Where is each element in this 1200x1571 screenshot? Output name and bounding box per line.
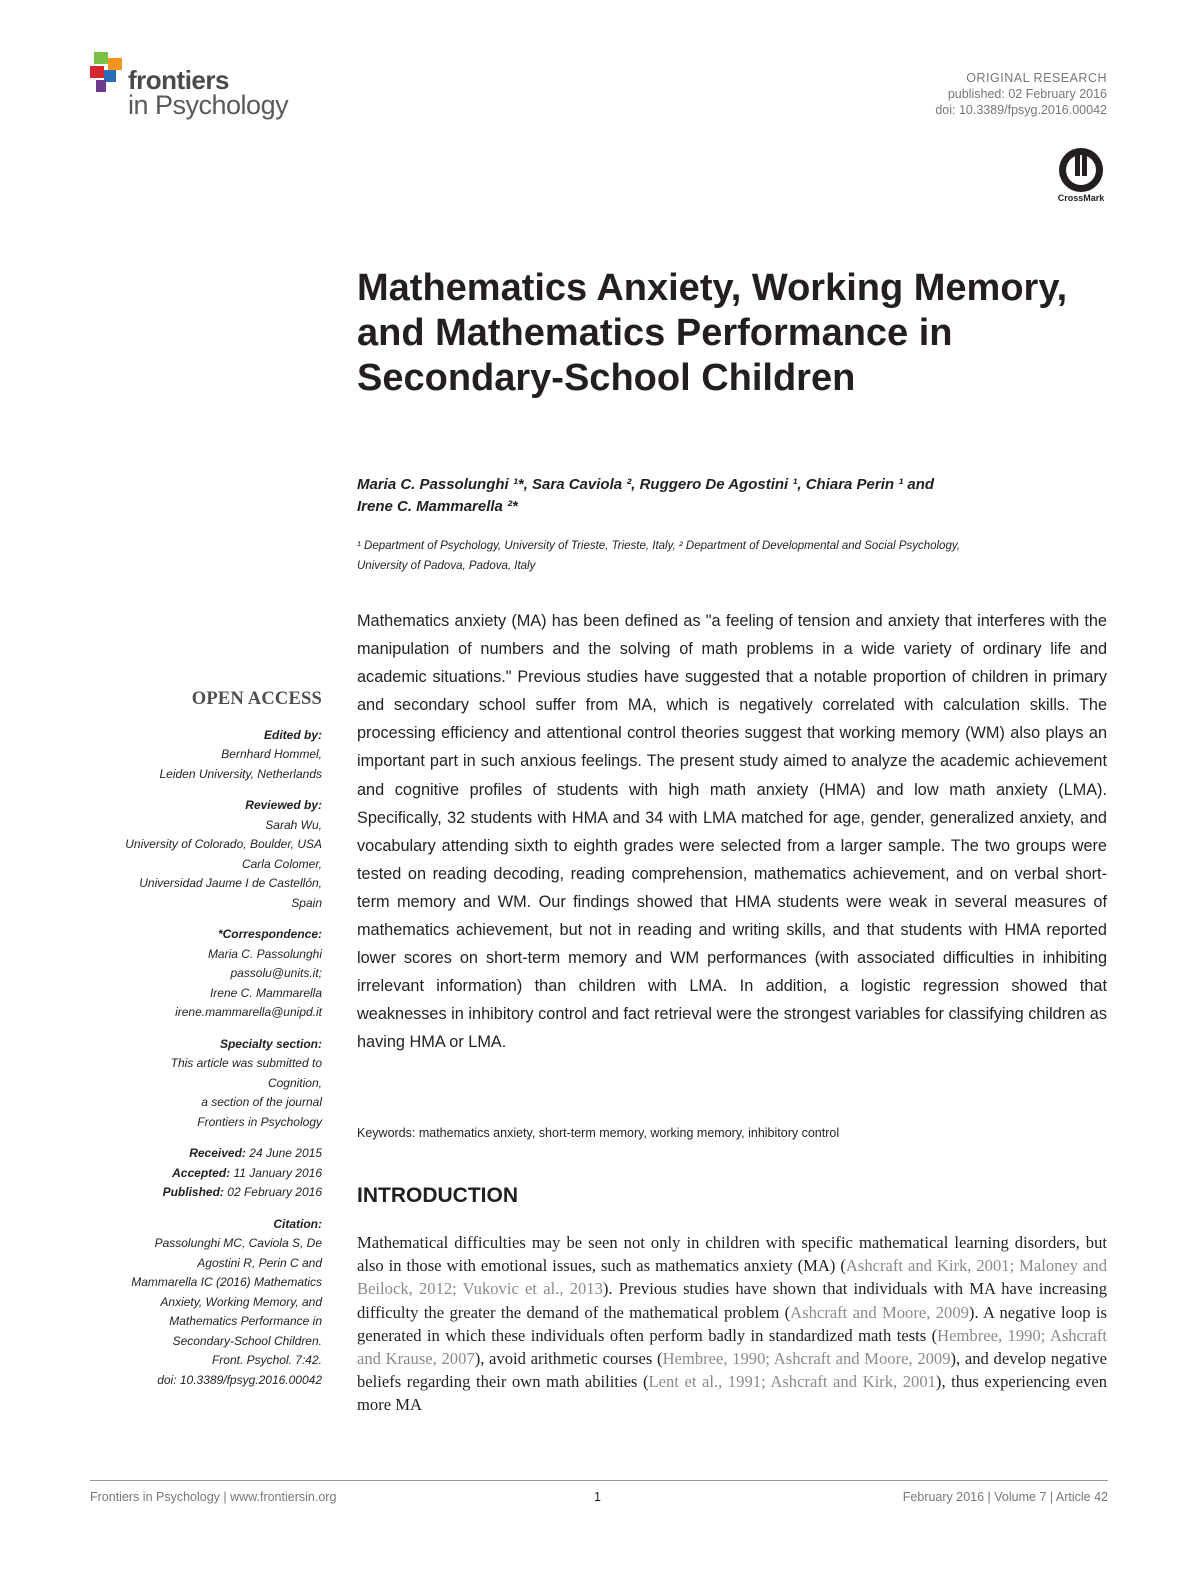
article-doi[interactable]: doi: 10.3389/fpsyg.2016.00042	[935, 103, 1107, 117]
citation-line: Passolunghi MC, Caviola S, De	[154, 1236, 322, 1250]
keywords	[357, 1126, 1107, 1140]
specialty-label: Specialty section:	[219, 1036, 322, 1051]
affiliation-line-1: ¹ Department of Psychology, University of Trieste, Trieste, Italy, ² Department of Developmental and Social Psychology,	[357, 540, 960, 552]
editor-line: Leiden University, Netherlands	[159, 766, 322, 781]
citation-line: Secondary-School Children.	[172, 1333, 322, 1348]
published-value: 02 February 2016	[227, 1185, 322, 1199]
keywords-text: mathematics anxiety, short-term memory, working memory, inhibitory control	[418, 1126, 840, 1140]
specialty-line: a section of the journal	[201, 1095, 322, 1109]
article-meta	[935, 70, 1107, 118]
abstract: Mathematics anxiety (MA) has been defined as "a feeling of tension and anxiety that interferes with the manipulation of numbers and the solving of math problems in a wide variety of ordinary life and academic situations." Previous studies have suggested that a notable proportion of children in primary and secondary school suffer from MA, which is negatively correlated with calculation skills. The processing efficiency and attentional control theories suggest that working memory (WM) also plays an important part in such anxious feelings. The present study aimed to analyze the academic achievement and cognitive profiles of students with high math anxiety (HMA) and low math anxiety (LMA). Specifically, 32 students with HMA and 34 with LMA matched for age, gender, generalized anxiety, and vocabulary attending sixth to eighth grades were selected from a larger sample. The two groups were tested on reading decoding, reading comprehension, mathematics achievement, and on verbal short-term memory and WM. Our findings showed that HMA students were weak in several measures of mathematics achievement, but not in reading and writing skills, and that students with HMA reported lower scores on short-term memory and WM performances (with associated difficulties in inhibiting irrelevant information) than children with LMA. In addition, a logistic regression showed that weaknesses in inhibitory control and fact retrieval were the strongest variables for classifying children as having HMA or LMA.	[357, 612, 1107, 1052]
author-line-1: Maria C. Passolunghi ¹*, Sara Caviola ², Ruggero De Agostini ¹, Chiara Perin ¹ and	[357, 476, 935, 493]
correspondence-label: *Correspondence:	[217, 927, 322, 941]
author-list	[357, 474, 1117, 518]
author-line-2: Irene C. Mammarella ²*	[357, 498, 518, 515]
open-access-label: OPEN ACCESS	[191, 689, 322, 709]
specialty-line: This article was submitted to	[170, 1056, 322, 1070]
article-title: Mathematics Anxiety, Working Memory, and Mathematics Performance in Secondary-School Children	[357, 267, 1068, 399]
intro-text-3: ). A negative loop is generated in which these individuals often perform badly in standardized math tests (	[357, 1302, 1107, 1345]
correspondence-email[interactable]: passolu@units.it;	[230, 966, 322, 980]
dates-section	[80, 1144, 322, 1203]
citation-section	[80, 1215, 322, 1391]
citation-link[interactable]: Hembree, 1990; Ashcraft and Moore, 2009	[662, 1349, 951, 1369]
citation-link[interactable]: Hembree, 1990; Ashcraft and Krause, 2007	[357, 1325, 1107, 1369]
affiliation-line-2: University of Padova, Padova, Italy	[357, 560, 536, 572]
citation-line: Mathematics Performance in	[169, 1314, 322, 1328]
reviewer-line: Spain	[291, 895, 322, 910]
crossmark-label: CrossMark	[1057, 193, 1105, 203]
specialty-section	[80, 1035, 322, 1133]
edited-by-label: Edited by:	[263, 727, 322, 742]
correspondence-section	[80, 925, 322, 1023]
intro-text-4: ), avoid arithmetic courses (	[474, 1349, 663, 1369]
footer-divider	[90, 1480, 1108, 1481]
citation-link[interactable]: Ashcraft and Moore, 2009	[790, 1302, 969, 1322]
accepted-value: 11 January 2016	[233, 1165, 322, 1180]
frontiers-logo-icon	[88, 52, 128, 96]
correspondence-line: Irene C. Mammarella	[209, 985, 322, 1000]
article-type: ORIGINAL RESEARCH	[966, 71, 1107, 85]
citation-line: Mammarella IC (2016) Mathematics	[131, 1275, 322, 1289]
reviewer-line: University of Colorado, Boulder, USA	[125, 837, 322, 851]
citation-line: Front. Psychol. 7:42.	[211, 1353, 322, 1367]
keywords-label: Keywords:	[357, 1126, 416, 1140]
citation-link[interactable]: Lent et al., 1991; Ashcraft and Kirk, 2001	[648, 1372, 936, 1392]
intro-text-6: ), thus experiencing even more MA	[357, 1372, 1108, 1415]
reviewed-by-section	[80, 796, 322, 913]
frontiers-logo[interactable]	[88, 50, 318, 130]
introduction-heading: INTRODUCTION	[357, 1184, 518, 1207]
published-label: Published:	[162, 1185, 224, 1199]
correspondence-email[interactable]: irene.mammarella@unipd.it	[175, 1005, 322, 1019]
citation-line: Agostini R, Perin C and	[197, 1255, 322, 1270]
reviewer-line: Sarah Wu,	[265, 817, 322, 832]
footer-journal-link[interactable]: Frontiers in Psychology | www.frontiersin.org	[90, 1490, 337, 1504]
crossmark-badge[interactable]	[1050, 146, 1112, 208]
published-date: published: 02 February 2016	[947, 87, 1107, 101]
received-label: Received:	[189, 1146, 246, 1160]
introduction-paragraph	[357, 1231, 1107, 1417]
affiliations	[357, 536, 1117, 576]
received-value: 24 June 2015	[249, 1146, 322, 1160]
citation-link[interactable]: Ashcraft and Kirk, 2001; Maloney and Beilock, 2012; Vukovic et al., 2013	[357, 1256, 1107, 1299]
specialty-line: Cognition,	[267, 1075, 322, 1090]
reviewer-line: Universidad Jaume I de Castellón,	[139, 876, 322, 890]
received-date	[80, 1144, 322, 1164]
accepted-date	[80, 1164, 322, 1184]
intro-text-1: Mathematical difficulties may be seen not only in children with specific mathematical learning disorders, but also in those with emotional issues, such as mathematics anxiety (MA) (	[357, 1233, 1107, 1276]
footer-issue-info: February 2016 | Volume 7 | Article 42	[902, 1490, 1108, 1504]
published-date-sidebar	[80, 1183, 322, 1203]
specialty-line: Frontiers in Psychology	[197, 1114, 322, 1129]
brand-name: frontiers	[128, 65, 229, 95]
intro-text-2: ). Previous studies have shown that individuals with MA have increasing difficulty the greater the demand of the mathematical problem (	[357, 1279, 1107, 1322]
editor-line: Bernhard Hommel,	[221, 747, 322, 761]
accepted-label: Accepted:	[172, 1165, 231, 1180]
citation-line: Anxiety, Working Memory, and	[160, 1294, 322, 1309]
journal-name: in Psychology	[128, 90, 289, 120]
edited-by-section	[80, 726, 322, 785]
reviewed-by-label: Reviewed by:	[245, 798, 322, 812]
intro-text-5: ), and develop negative beliefs regarding their own math abilities (	[357, 1349, 1107, 1392]
citation-label: Citation:	[273, 1216, 322, 1231]
page-number: 1	[594, 1490, 601, 1504]
article-sidebar	[80, 690, 322, 1402]
reviewer-line: Carla Colomer,	[241, 856, 322, 871]
crossmark-icon	[1050, 146, 1112, 194]
citation-doi[interactable]: doi: 10.3389/fpsyg.2016.00042	[157, 1372, 322, 1387]
correspondence-line: Maria C. Passolunghi	[207, 946, 322, 961]
